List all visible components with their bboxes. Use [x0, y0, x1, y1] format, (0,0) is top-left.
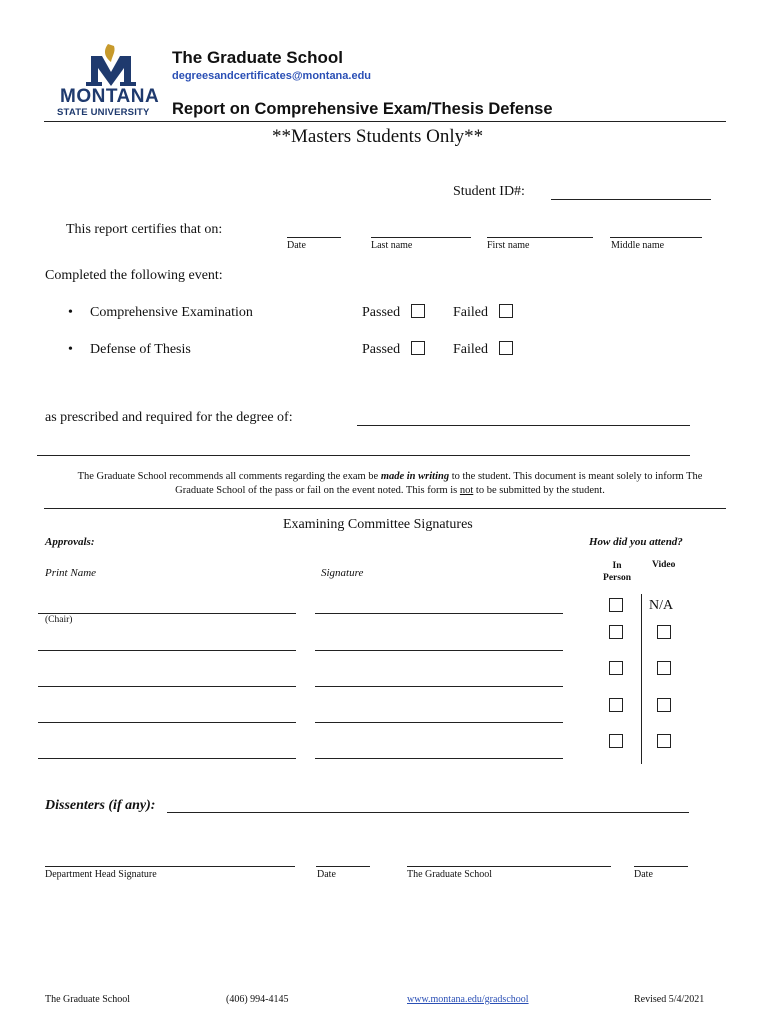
grad-school-caption: The Graduate School: [407, 869, 492, 880]
video-checkbox[interactable]: [657, 698, 671, 712]
comprehensive-failed-checkbox[interactable]: [499, 304, 513, 318]
print-name-line[interactable]: [38, 650, 296, 651]
print-name-line[interactable]: [38, 686, 296, 687]
in-person-checkbox[interactable]: [609, 598, 623, 612]
logo-state-university: STATE UNIVERSITY: [57, 107, 150, 118]
degree-field[interactable]: [357, 425, 690, 426]
approvals-label: Approvals:: [45, 536, 95, 548]
video-checkbox[interactable]: [657, 734, 671, 748]
logo-montana: MONTANA: [60, 86, 160, 107]
email-link[interactable]: degreesandcertificates@montana.edu: [172, 70, 372, 82]
dept-date-caption: Date: [317, 869, 336, 880]
chair-label: (Chair): [45, 615, 73, 625]
footer-url-link[interactable]: www.montana.edu/gradschool: [407, 994, 529, 1005]
print-name-header: Print Name: [45, 567, 97, 579]
notice-text: The Graduate School recommends all comments regarding the exam be made in writing to the student. This document is meant solely to inform The Graduate School of the pass or fail on the event noted. This form is not to be submitted by the student.: [77, 471, 703, 496]
event-thesis-passed-label: Passed: [362, 342, 401, 357]
in-person-checkbox[interactable]: [609, 734, 623, 748]
masters-only: **Masters Students Only**: [272, 126, 484, 147]
footer-revised: Revised 5/4/2021: [634, 994, 705, 1005]
student-id-label: Student ID#:: [453, 184, 525, 199]
grad-school-signature-line[interactable]: [407, 866, 611, 867]
dept-head-caption: Department Head Signature: [45, 869, 157, 880]
first-name-field[interactable]: [487, 237, 593, 238]
notice-rule: [44, 508, 726, 509]
last-name-caption: Last name: [371, 240, 413, 251]
grad-date-caption: Date: [634, 869, 653, 880]
signature-line[interactable]: [315, 686, 563, 687]
bullet-icon: •: [68, 342, 73, 357]
signature-line[interactable]: [315, 650, 563, 651]
event-comprehensive-passed-label: Passed: [362, 305, 401, 320]
video-checkbox[interactable]: [657, 625, 671, 639]
bullet-icon: •: [68, 305, 73, 320]
print-name-line[interactable]: [38, 758, 296, 759]
thesis-passed-checkbox[interactable]: [411, 341, 425, 355]
dissenters-field[interactable]: [167, 812, 689, 813]
print-name-line[interactable]: [38, 722, 296, 723]
date-caption: Date: [287, 240, 306, 251]
middle-name-caption: Middle name: [611, 240, 665, 251]
last-name-field[interactable]: [371, 237, 471, 238]
signature-line[interactable]: [315, 722, 563, 723]
event-comprehensive-label: Comprehensive Examination: [90, 305, 253, 320]
how-attend-label: How did you attend?: [589, 536, 683, 548]
certifies-label: This report certifies that on:: [66, 222, 223, 237]
thesis-failed-checkbox[interactable]: [499, 341, 513, 355]
in-person-checkbox[interactable]: [609, 661, 623, 675]
print-name-line[interactable]: [38, 613, 296, 614]
degree-field-second-line[interactable]: [37, 455, 690, 456]
degree-label: as prescribed and required for the degree of:: [45, 410, 293, 425]
school-name: The Graduate School: [172, 48, 343, 67]
committee-title: Examining Committee Signatures: [283, 517, 473, 532]
event-comprehensive-failed-label: Failed: [453, 305, 488, 320]
first-name-caption: First name: [487, 240, 530, 251]
video-header: Video: [652, 560, 676, 570]
student-id-field[interactable]: [551, 199, 711, 200]
footer-school: The Graduate School: [45, 994, 130, 1005]
video-checkbox[interactable]: [657, 661, 671, 675]
dept-date-line[interactable]: [316, 866, 370, 867]
signature-line[interactable]: [315, 613, 563, 614]
grad-date-line[interactable]: [634, 866, 688, 867]
middle-name-field[interactable]: [610, 237, 702, 238]
event-thesis-failed-label: Failed: [453, 342, 488, 357]
dissenters-label: Dissenters (if any):: [45, 798, 156, 813]
in-person-checkbox[interactable]: [609, 625, 623, 639]
attend-column-divider: [641, 594, 642, 764]
event-thesis-label: Defense of Thesis: [90, 342, 191, 357]
dept-head-signature-line[interactable]: [45, 866, 295, 867]
signature-line[interactable]: [315, 758, 563, 759]
date-field[interactable]: [287, 237, 341, 238]
in-person-header: In Person: [603, 561, 631, 583]
comprehensive-passed-checkbox[interactable]: [411, 304, 425, 318]
header-rule: [44, 121, 726, 122]
video-na-label: N/A: [649, 598, 674, 613]
report-title: Report on Comprehensive Exam/Thesis Defense: [172, 100, 553, 118]
signature-header: Signature: [321, 567, 364, 579]
completed-label: Completed the following event:: [45, 268, 223, 283]
footer-phone: (406) 994-4145: [226, 994, 289, 1005]
in-person-checkbox[interactable]: [609, 698, 623, 712]
